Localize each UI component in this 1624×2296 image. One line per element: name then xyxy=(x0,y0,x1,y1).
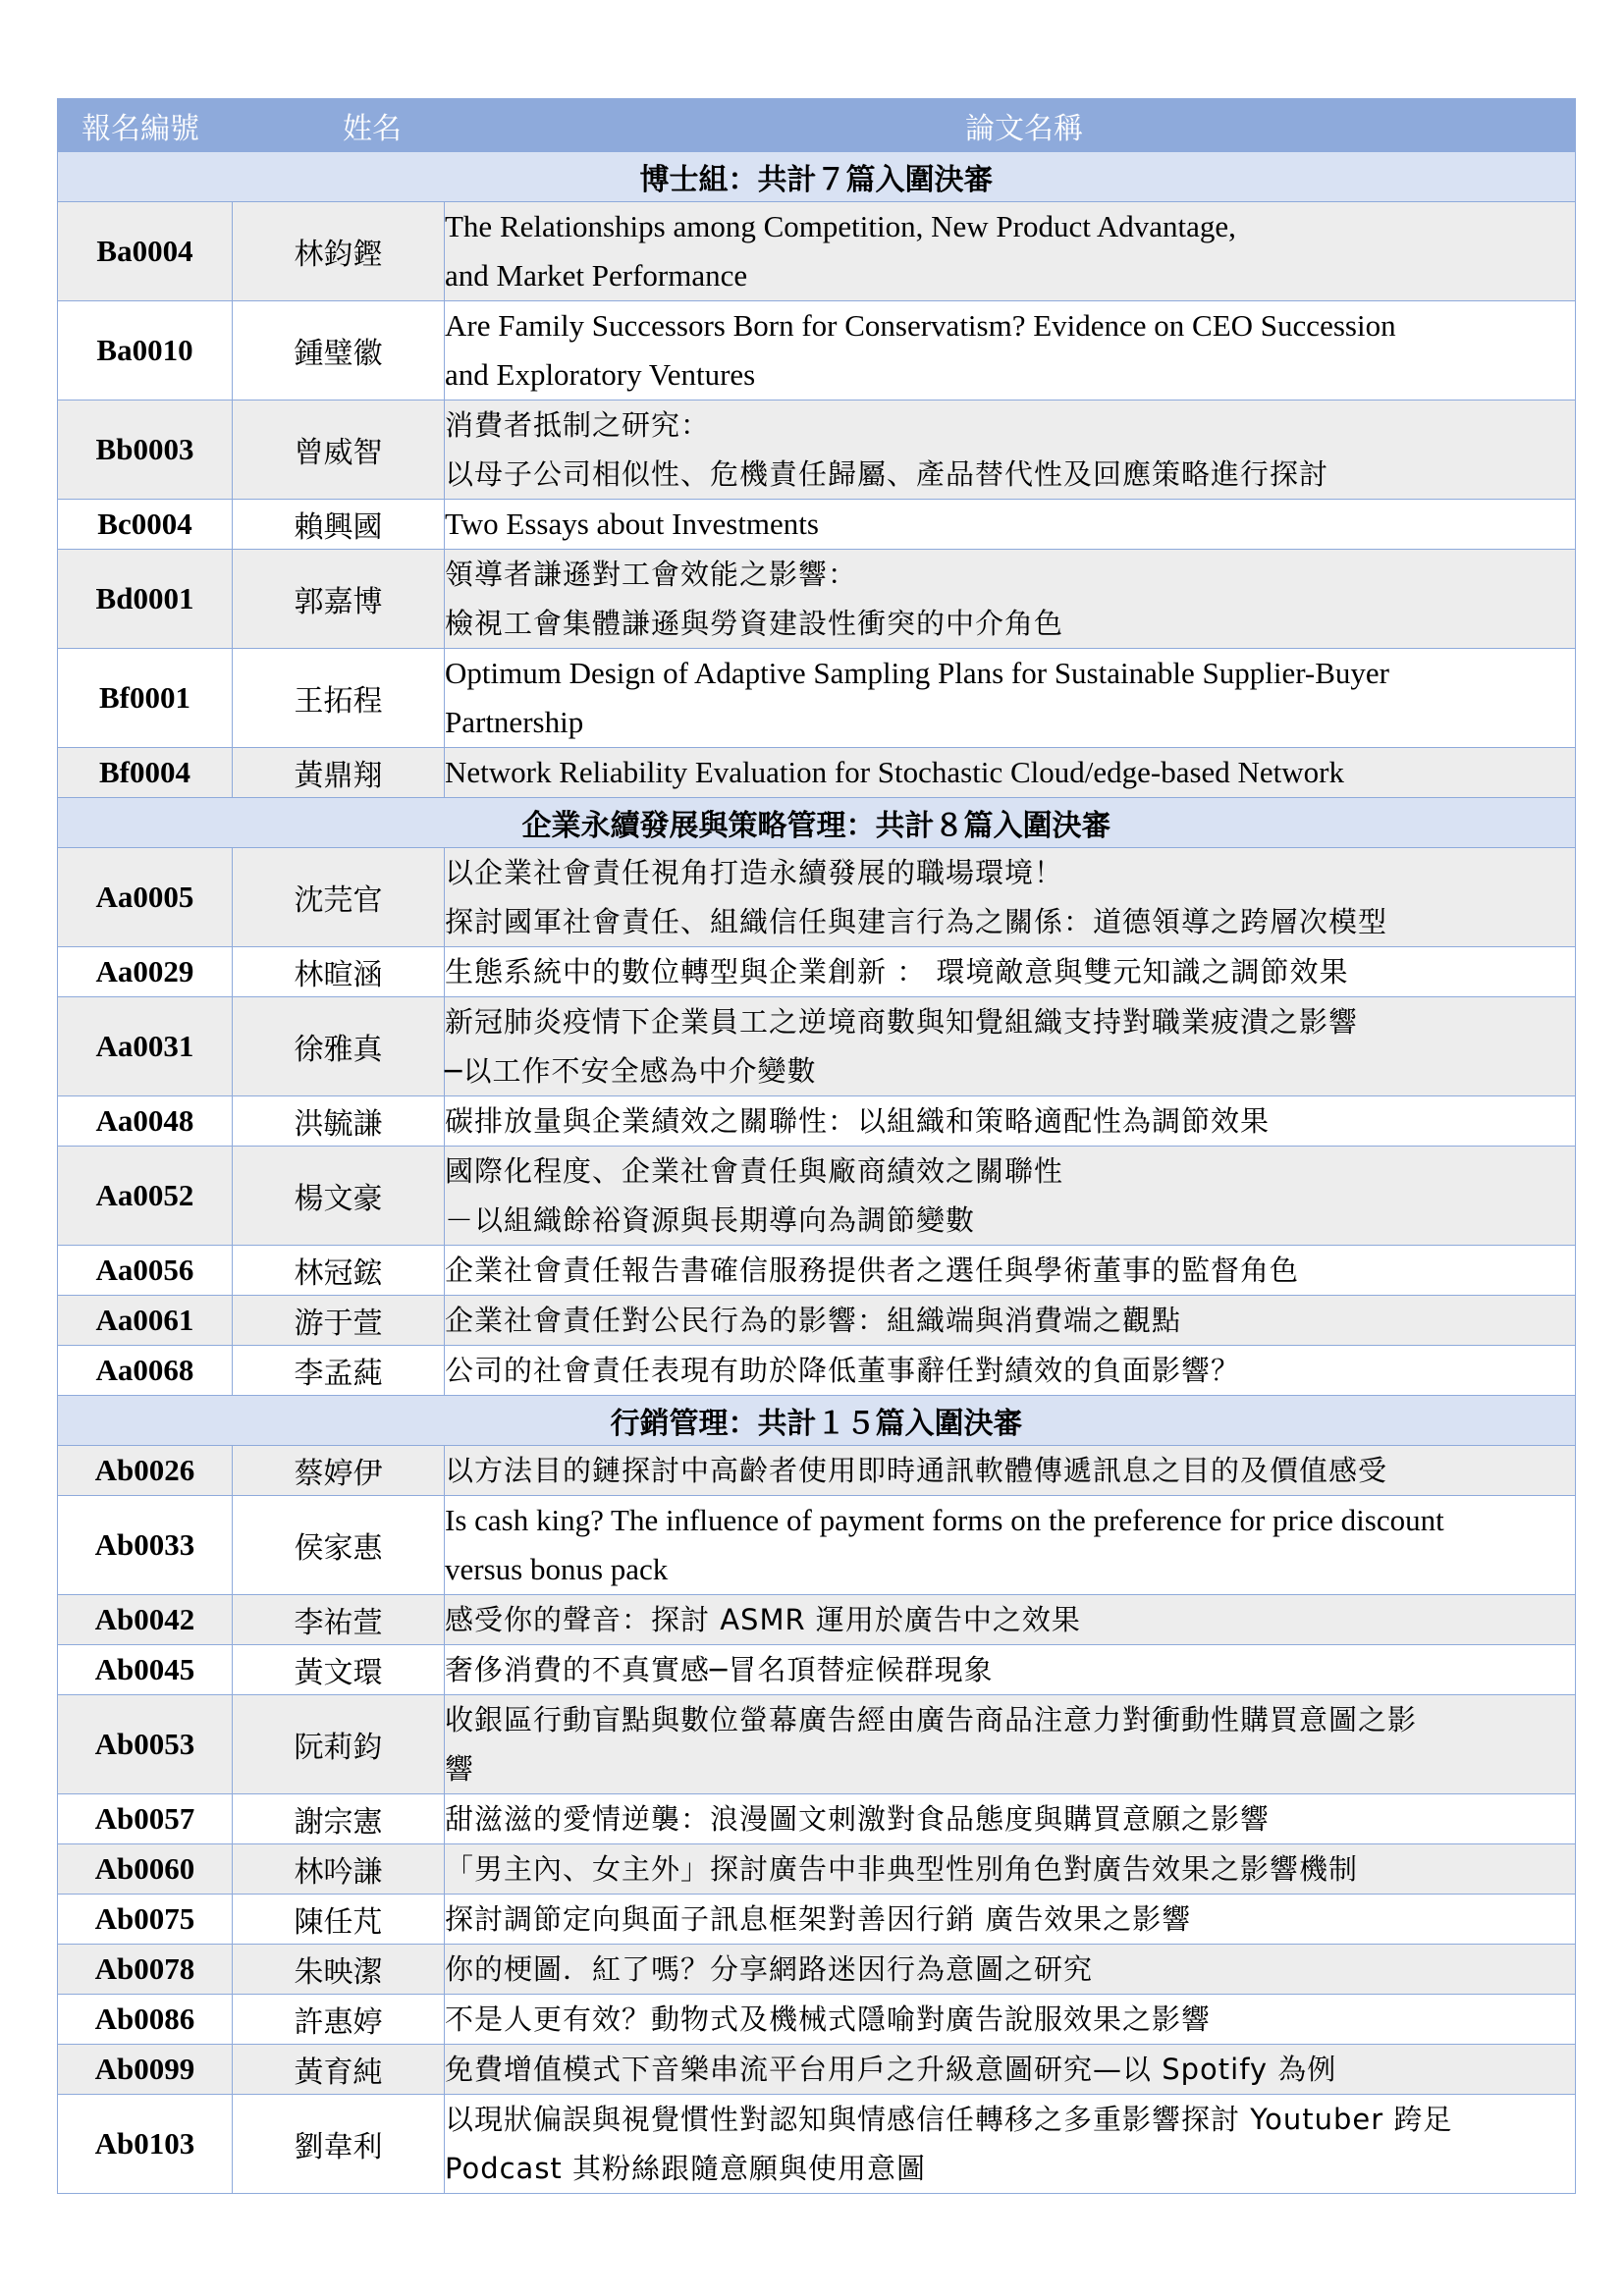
table-row xyxy=(58,550,1576,649)
section-heading: 企業永續發展與策略管理：共計８篇入圍決審 xyxy=(58,798,1576,848)
table-row xyxy=(58,1446,1576,1496)
registration-id: Aa0048 xyxy=(58,1096,233,1147)
author-name: 李祐萱 xyxy=(233,1595,445,1645)
registration-id: Ab0060 xyxy=(58,1844,233,1895)
paper-title-line: ─以工作不安全感為中介變數 xyxy=(445,1054,817,1088)
paper-title-line: 以現狀偏誤與視覺慣性對認知與情感信任轉移之多重影響探討 Youtuber 跨足 xyxy=(445,2103,1453,2136)
registration-id: Ab0042 xyxy=(58,1595,233,1645)
table-row xyxy=(58,500,1576,550)
paper-title-line: 響 xyxy=(445,1752,475,1786)
table-row xyxy=(58,649,1576,748)
paper-title xyxy=(445,1595,1576,1645)
registration-id: Ab0075 xyxy=(58,1895,233,1945)
registration-id: Ab0057 xyxy=(58,1794,233,1844)
header-name: 姓名 xyxy=(233,99,445,152)
registration-id: Ab0026 xyxy=(58,1446,233,1496)
paper-title xyxy=(445,1147,1576,1246)
author-name: 許惠婷 xyxy=(233,1995,445,2045)
paper-title xyxy=(445,2095,1576,2194)
paper-title xyxy=(445,500,1576,550)
section-heading-row xyxy=(58,152,1576,202)
author-name: 洪毓謙 xyxy=(233,1096,445,1147)
table-row xyxy=(58,1595,1576,1645)
paper-title-line: Partnership xyxy=(445,705,584,739)
section-heading-row xyxy=(58,798,1576,848)
paper-title-line: versus bonus pack xyxy=(445,1552,669,1586)
registration-id: Aa0052 xyxy=(58,1147,233,1246)
paper-title xyxy=(445,1995,1576,2045)
paper-title xyxy=(445,947,1576,997)
paper-title xyxy=(445,400,1576,500)
registration-id: Aa0029 xyxy=(58,947,233,997)
table-row xyxy=(58,997,1576,1096)
author-name: 林鈞鏗 xyxy=(233,202,445,301)
author-name: 黃文環 xyxy=(233,1645,445,1695)
paper-title xyxy=(445,550,1576,649)
paper-title xyxy=(445,1296,1576,1346)
header-title: 論文名稱 xyxy=(445,99,1576,152)
paper-title xyxy=(445,1695,1576,1794)
author-name: 林冠鋐 xyxy=(233,1246,445,1296)
table-header-row xyxy=(58,99,1576,152)
author-name: 陳任芃 xyxy=(233,1895,445,1945)
author-name: 侯家惠 xyxy=(233,1496,445,1595)
table-row xyxy=(58,1246,1576,1296)
author-name: 林暄涵 xyxy=(233,947,445,997)
paper-title xyxy=(445,301,1576,400)
registration-id: Aa0056 xyxy=(58,1246,233,1296)
paper-title-line: and Exploratory Ventures xyxy=(445,357,756,392)
paper-title-line: 以母子公司相似性、危機責任歸屬、產品替代性及回應策略進行探討 xyxy=(445,457,1329,491)
paper-title-line: 以方法目的鏈探討中高齡者使用即時通訊軟體傳遞訊息之目的及價值感受 xyxy=(445,1454,1388,1487)
paper-title-line: 公司的社會責任表現有助於降低董事辭任對績效的負面影響？ xyxy=(445,1354,1241,1387)
registration-id: Ab0078 xyxy=(58,1945,233,1995)
table-row xyxy=(58,2045,1576,2095)
paper-title-line: and Market Performance xyxy=(445,258,748,293)
paper-title xyxy=(445,202,1576,301)
table-row xyxy=(58,1945,1576,1995)
paper-title-line: 你的梗圖．紅了嗎？分享網路迷因行為意圖之研究 xyxy=(445,1952,1094,1986)
table-row xyxy=(58,748,1576,798)
paper-title-line: 碳排放量與企業績效之關聯性：以組織和策略適配性為調節效果 xyxy=(445,1104,1271,1138)
registration-id: Ba0004 xyxy=(58,202,233,301)
table-row xyxy=(58,301,1576,400)
paper-title xyxy=(445,1844,1576,1895)
registration-id: Bc0004 xyxy=(58,500,233,550)
table-row xyxy=(58,848,1576,947)
table-row xyxy=(58,947,1576,997)
paper-title-line: Optimum Design of Adaptive Sampling Plans for Sustainable Supplier-Buyer xyxy=(445,656,1389,690)
table-row xyxy=(58,202,1576,301)
registration-id: Aa0031 xyxy=(58,997,233,1096)
author-name: 李孟蒓 xyxy=(233,1346,445,1396)
author-name: 朱映潔 xyxy=(233,1945,445,1995)
author-name: 楊文豪 xyxy=(233,1147,445,1246)
paper-title-line: 消費者抵制之研究： xyxy=(445,408,711,442)
paper-title-line: 國際化程度、企業社會責任與廠商績效之關聯性 xyxy=(445,1154,1064,1188)
author-name: 林吟謙 xyxy=(233,1844,445,1895)
section-heading: 博士組：共計７篇入圍決審 xyxy=(58,152,1576,202)
table-body xyxy=(58,152,1576,2194)
paper-title xyxy=(445,1096,1576,1147)
paper-title-line: 收銀區行動盲點與數位螢幕廣告經由廣告商品注意力對衝動性購買意圖之影 xyxy=(445,1703,1418,1736)
table-row xyxy=(58,2095,1576,2194)
paper-title-line: 企業社會責任對公民行為的影響：組織端與消費端之觀點 xyxy=(445,1304,1182,1337)
table-row xyxy=(58,1346,1576,1396)
paper-title-line: Are Family Successors Born for Conservatism? Evidence on CEO Succession xyxy=(445,308,1396,343)
paper-title-line: 領導者謙遜對工會效能之影響： xyxy=(445,558,858,591)
paper-title-line: Is cash king? The influence of payment forms on the preference for price discount xyxy=(445,1503,1444,1537)
table-row xyxy=(58,1147,1576,1246)
paper-title-line: 免費增值模式下音樂串流平台用戶之升級意圖研究—以 Spotify 為例 xyxy=(445,2053,1337,2086)
registration-id: Ab0045 xyxy=(58,1645,233,1695)
author-name: 蔡婷伊 xyxy=(233,1446,445,1496)
paper-title-line: 以企業社會責任視角打造永續發展的職場環境！ xyxy=(445,856,1064,889)
author-name: 沈芫官 xyxy=(233,848,445,947)
registration-id: Ab0103 xyxy=(58,2095,233,2194)
paper-title-line: 企業社會責任報告書確信服務提供者之選任與學術董事的監督角色 xyxy=(445,1254,1300,1287)
author-name: 阮莉鈞 xyxy=(233,1695,445,1794)
table-row xyxy=(58,1296,1576,1346)
paper-title-line: 甜滋滋的愛情逆襲：浪漫圖文刺激對食品態度與購買意願之影響 xyxy=(445,1802,1271,1836)
paper-title xyxy=(445,2045,1576,2095)
paper-title-line: Two Essays about Investments xyxy=(445,507,819,541)
author-name: 王拓程 xyxy=(233,649,445,748)
registration-id: Aa0005 xyxy=(58,848,233,947)
paper-title-line: 檢視工會集體謙遜與勞資建設性衝突的中介角色 xyxy=(445,607,1064,640)
paper-title xyxy=(445,1794,1576,1844)
paper-title-line: 探討國軍社會責任、組織信任與建言行為之關係：道德領導之跨層次模型 xyxy=(445,905,1388,938)
registration-id: Bf0001 xyxy=(58,649,233,748)
registration-id: Ab0053 xyxy=(58,1695,233,1794)
registration-id: Bf0004 xyxy=(58,748,233,798)
author-name: 郭嘉博 xyxy=(233,550,445,649)
author-name: 鍾璧徽 xyxy=(233,301,445,400)
paper-title xyxy=(445,848,1576,947)
registration-id: Ba0010 xyxy=(58,301,233,400)
paper-title xyxy=(445,1945,1576,1995)
table-row xyxy=(58,1794,1576,1844)
table-row xyxy=(58,1496,1576,1595)
table-row xyxy=(58,1844,1576,1895)
table-row xyxy=(58,1096,1576,1147)
paper-title xyxy=(445,1246,1576,1296)
paper-title-line: 感受你的聲音：探討 ASMR 運用於廣告中之效果 xyxy=(445,1603,1081,1636)
paper-title-line: 奢侈消費的不真實感─冒名頂替症候群現象 xyxy=(445,1653,994,1686)
author-name: 賴興國 xyxy=(233,500,445,550)
table-row xyxy=(58,1645,1576,1695)
paper-title-line: Network Reliability Evaluation for Stochastic Cloud/edge-based Network xyxy=(445,755,1344,789)
registration-id: Bd0001 xyxy=(58,550,233,649)
paper-title-line: 生態系統中的數位轉型與企業創新 ： 環境敵意與雙元知識之調節效果 xyxy=(445,955,1349,988)
table-row xyxy=(58,1895,1576,1945)
paper-title-line: 探討調節定向與面子訊息框架對善因行銷 廣告效果之影響 xyxy=(445,1902,1192,1936)
registration-id: Bb0003 xyxy=(58,400,233,500)
header-id: 報名編號 xyxy=(58,99,233,152)
author-name: 黃鼎翔 xyxy=(233,748,445,798)
registration-id: Aa0068 xyxy=(58,1346,233,1396)
paper-title xyxy=(445,1645,1576,1695)
paper-title-line: 新冠肺炎疫情下企業員工之逆境商數與知覺組織支持對職業疲潰之影響 xyxy=(445,1005,1359,1039)
author-name: 劉韋利 xyxy=(233,2095,445,2194)
registration-id: Ab0099 xyxy=(58,2045,233,2095)
paper-title xyxy=(445,1446,1576,1496)
table-row xyxy=(58,400,1576,500)
paper-title xyxy=(445,1496,1576,1595)
table-row xyxy=(58,1995,1576,2045)
paper-title xyxy=(445,997,1576,1096)
paper-title-line: The Relationships among Competition, New Product Advantage, xyxy=(445,209,1236,243)
author-name: 謝宗憲 xyxy=(233,1794,445,1844)
paper-title-line: 「男主內、女主外」探討廣告中非典型性別角色對廣告效果之影響機制 xyxy=(445,1852,1359,1886)
author-name: 黃育純 xyxy=(233,2045,445,2095)
author-name: 曾威智 xyxy=(233,400,445,500)
paper-title-line: －以組織餘裕資源與長期導向為調節變數 xyxy=(445,1203,976,1237)
author-name: 徐雅真 xyxy=(233,997,445,1096)
registration-id: Ab0086 xyxy=(58,1995,233,2045)
paper-title-line: 不是人更有效？動物式及機械式隱喻對廣告說服效果之影響 xyxy=(445,2002,1212,2036)
paper-title xyxy=(445,1346,1576,1396)
paper-title xyxy=(445,1895,1576,1945)
section-heading-row xyxy=(58,1396,1576,1446)
paper-title xyxy=(445,748,1576,798)
section-heading: 行銷管理：共計１５篇入圍決審 xyxy=(58,1396,1576,1446)
registration-id: Ab0033 xyxy=(58,1496,233,1595)
paper-title-line: Podcast 其粉絲跟隨意願與使用意圖 xyxy=(445,2152,927,2185)
table-row xyxy=(58,1695,1576,1794)
author-name: 游于萱 xyxy=(233,1296,445,1346)
registration-id: Aa0061 xyxy=(58,1296,233,1346)
paper-title xyxy=(445,649,1576,748)
finalist-table xyxy=(57,98,1576,2194)
